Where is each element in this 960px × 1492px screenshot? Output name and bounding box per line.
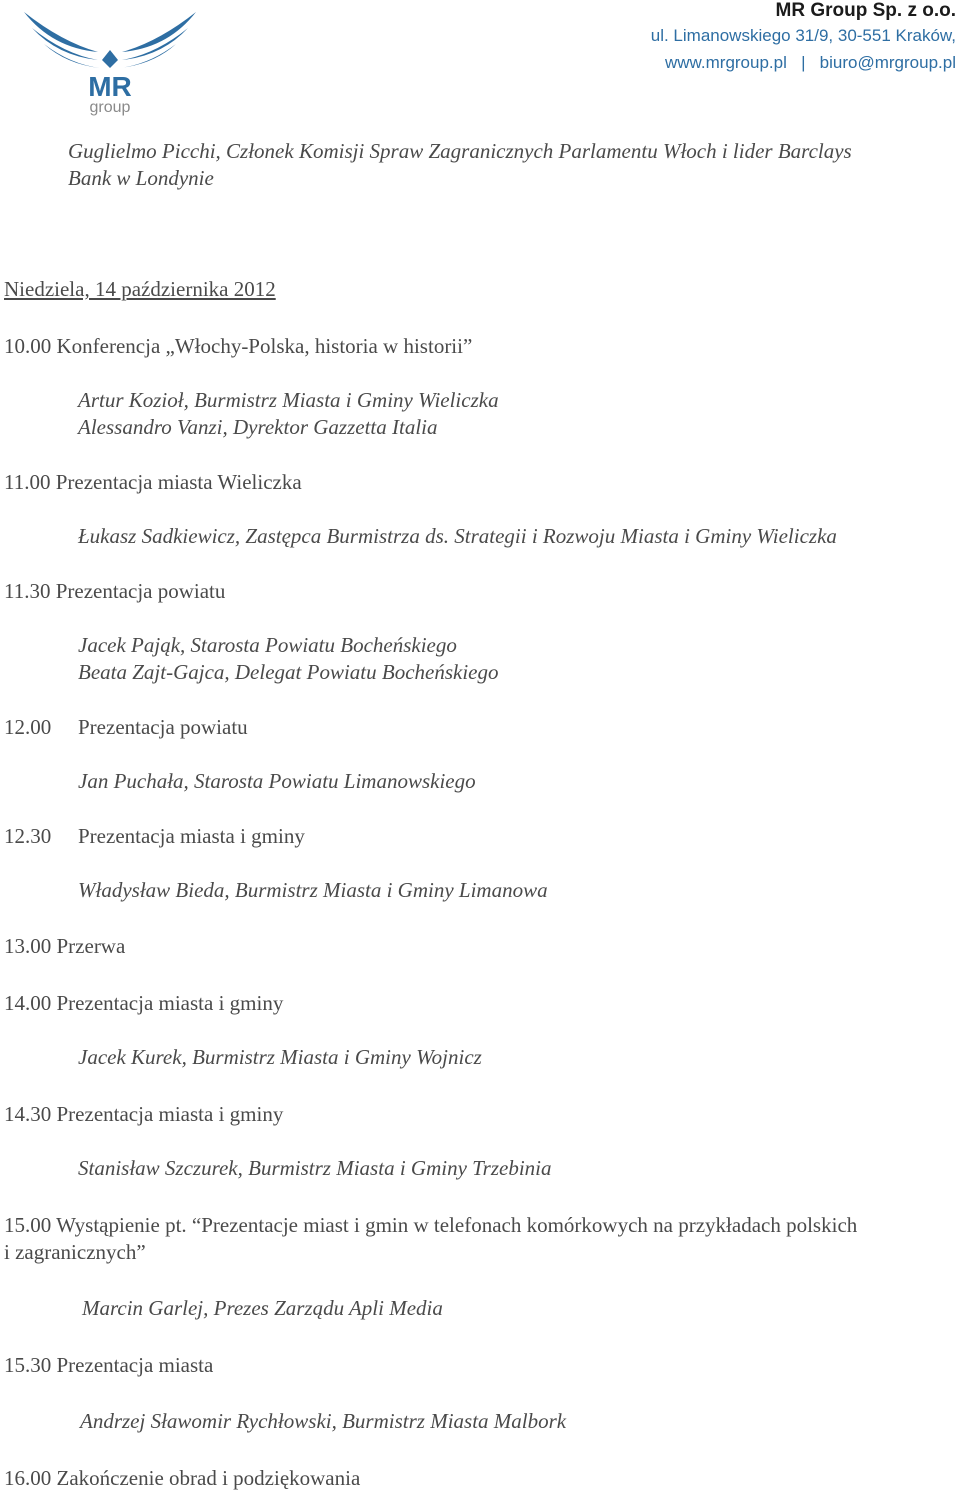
schedule-item-title-cont: i zagranicznych”: [4, 1240, 146, 1264]
schedule-item-time: 12.30: [4, 824, 52, 848]
speaker: Jacek Kurek, Burmistrz Miasta i Gminy Wojnicz: [78, 1045, 482, 1069]
speaker: Stanisław Szczurek, Burmistrz Miasta i Gminy Trzebinia: [78, 1156, 552, 1180]
speaker: Artur Kozioł, Burmistrz Miasta i Gminy Wieliczka: [78, 388, 499, 412]
company-header: [651, 0, 956, 76]
svg-text:group: group: [89, 99, 131, 116]
mr-group-logo: [22, 8, 198, 116]
speaker: Marcin Garlej, Prezes Zarządu Apli Media: [82, 1296, 443, 1320]
schedule-item-title: 11.30 Prezentacja powiatu: [4, 579, 226, 603]
schedule-item-title: 16.00 Zakończenie obrad i podziękowania: [4, 1466, 361, 1490]
svg-text:MR: MR: [88, 71, 132, 102]
website-link[interactable]: www.mrgroup.pl: [665, 53, 787, 72]
schedule-item-title: 14.00 Prezentacja miasta i gminy: [4, 991, 284, 1015]
schedule-item-title: 10.00 Konferencja „Włochy-Polska, historia w historii”: [4, 334, 473, 358]
speaker: Jan Puchała, Starosta Powiatu Limanowskiego: [78, 769, 476, 793]
speaker: Władysław Bieda, Burmistrz Miasta i Gminy Limanowa: [78, 878, 548, 902]
schedule-item-title: Prezentacja powiatu: [78, 715, 248, 739]
company-address: ul. Limanowskiego 31/9, 30-551 Kraków,: [650, 26, 956, 45]
schedule-item-title: 15.30 Prezentacja miasta: [4, 1353, 214, 1377]
speaker: Alessandro Vanzi, Dyrektor Gazzetta Italia: [78, 415, 438, 439]
speaker: Andrzej Sławomir Rychłowski, Burmistrz Miasta Malbork: [80, 1409, 567, 1433]
day-heading: Niedziela, 14 października 2012: [4, 277, 276, 301]
company-name: MR Group Sp. z o.o.: [775, 0, 956, 21]
intro-line: Bank w Londynie: [68, 166, 214, 190]
speaker: Łukasz Sadkiewicz, Zastępca Burmistrza ds. Strategii i Rozwoju Miasta i Gminy Wieliczka: [78, 524, 837, 548]
intro-line: Guglielmo Picchi, Członek Komisji Spraw Zagranicznych Parlamentu Włoch i lider Barclays: [68, 139, 852, 163]
schedule-item-title: 14.30 Prezentacja miasta i gminy: [4, 1102, 284, 1126]
schedule-item-time: 12.00: [4, 715, 52, 739]
contact-separator: |: [801, 53, 806, 72]
speaker: Beata Zajt-Gajca, Delegat Powiatu Bocheńskiego: [78, 660, 499, 684]
speaker: Jacek Pająk, Starosta Powiatu Bocheńskiego: [78, 633, 457, 657]
schedule-item-title: 13.00 Przerwa: [4, 934, 126, 958]
schedule-item-title: 11.00 Prezentacja miasta Wieliczka: [4, 470, 302, 494]
schedule-item-title: Prezentacja miasta i gminy: [78, 824, 305, 848]
schedule-item-title: 15.00 Wystąpienie pt. “Prezentacje miast i gmin w telefonach komórkowych na przykładach polskich: [4, 1213, 858, 1237]
company-contacts: [651, 49, 956, 76]
email-link[interactable]: biuro@mrgroup.pl: [819, 53, 956, 72]
